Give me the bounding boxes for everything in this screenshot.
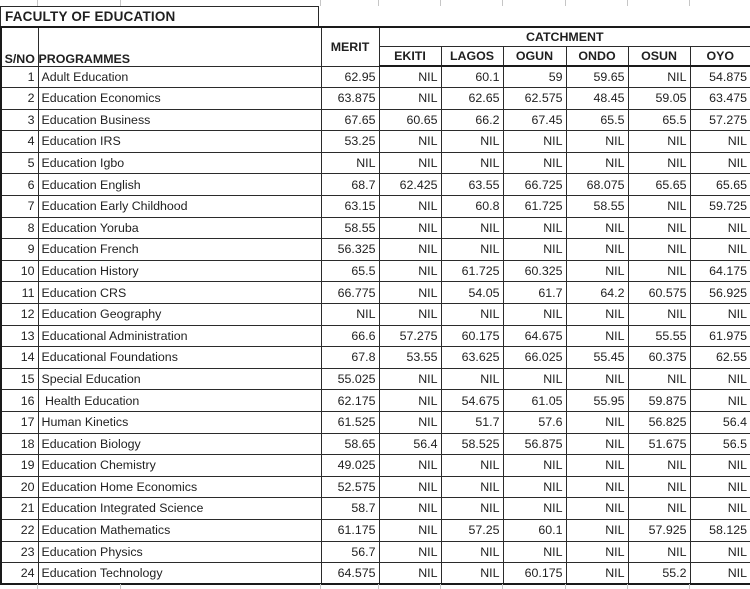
catchment-cell-ogun: 57.6 [503, 412, 566, 434]
programme-cell: Education English [38, 174, 321, 196]
merit-cell: 52.575 [321, 476, 379, 498]
catchment-cell-osun: NIL [628, 304, 690, 326]
catchment-cell-oyo: 54.875 [690, 66, 750, 88]
gridline-tick [565, 0, 566, 6]
catchment-cell-ondo: NIL [566, 476, 628, 498]
catchment-cell-ondo: NIL [566, 433, 628, 455]
table-row [1, 304, 750, 326]
catchment-cell-osun: 56.825 [628, 412, 690, 434]
catchment-cell-ekiti: NIL [379, 368, 441, 390]
catchment-cell-oyo: NIL [690, 476, 750, 498]
catchment-cell-lagos: 63.55 [441, 174, 503, 196]
programme-cell: Education Chemistry [38, 455, 321, 477]
catchment-cell-lagos: 60.1 [441, 66, 503, 88]
table-row [1, 66, 750, 88]
gridline-tick [378, 584, 379, 589]
merit-cell: 49.025 [321, 455, 379, 477]
merit-cell: 53.25 [321, 131, 379, 153]
programme-cell: Education IRS [38, 131, 321, 153]
table-row [1, 88, 750, 110]
catchment-cell-ogun: 64.675 [503, 325, 566, 347]
catchment-cell-oyo: NIL [690, 304, 750, 326]
catchment-cell-ogun: 56.875 [503, 433, 566, 455]
table-row [1, 347, 750, 369]
merit-cell: 62.95 [321, 66, 379, 88]
programme-cell: Education Early Childhood [38, 196, 321, 218]
catchment-cell-lagos: NIL [441, 217, 503, 239]
catchment-cell-lagos: NIL [441, 152, 503, 174]
catchment-cell-osun: 60.375 [628, 347, 690, 369]
catchment-cell-ekiti: NIL [379, 217, 441, 239]
catchment-cell-lagos: 62.65 [441, 88, 503, 110]
catchment-cell-osun: NIL [628, 131, 690, 153]
catchment-cell-lagos: 54.05 [441, 282, 503, 304]
gridline-tick [627, 0, 628, 6]
catchment-cell-oyo: NIL [690, 239, 750, 261]
catchment-cell-oyo: 56.4 [690, 412, 750, 434]
catchment-cell-ondo: NIL [566, 325, 628, 347]
table-row [1, 519, 750, 541]
catchment-cell-ekiti: NIL [379, 131, 441, 153]
catchment-cell-lagos: NIL [441, 368, 503, 390]
catchment-cell-ekiti: 60.65 [379, 109, 441, 131]
catchment-cell-lagos: 61.725 [441, 260, 503, 282]
column-header-merit: MERIT [321, 27, 379, 66]
merit-cell: 58.7 [321, 498, 379, 520]
table-row [1, 563, 750, 585]
catchment-cell-ogun: 61.05 [503, 390, 566, 412]
sno-cell: 2 [1, 88, 38, 110]
sno-cell: 7 [1, 196, 38, 218]
catchment-cell-osun: NIL [628, 476, 690, 498]
table-row [1, 476, 750, 498]
catchment-cell-osun: 55.2 [628, 563, 690, 585]
catchment-cell-ekiti: NIL [379, 519, 441, 541]
catchment-cell-osun: NIL [628, 196, 690, 218]
catchment-cell-ondo: NIL [566, 541, 628, 563]
programme-cell: Education History [38, 260, 321, 282]
catchment-cell-lagos: 57.25 [441, 519, 503, 541]
programme-cell: Education Igbo [38, 152, 321, 174]
table-row [1, 541, 750, 563]
table-row [1, 433, 750, 455]
catchment-cell-ekiti: NIL [379, 455, 441, 477]
catchment-cell-ogun: NIL [503, 476, 566, 498]
catchment-cell-ekiti: NIL [379, 239, 441, 261]
catchment-cell-ondo: NIL [566, 412, 628, 434]
catchment-cell-ogun: 61.725 [503, 196, 566, 218]
gridline-tick [502, 584, 503, 589]
gridline-tick [37, 584, 38, 589]
catchment-cell-oyo: 62.55 [690, 347, 750, 369]
catchment-cell-oyo: NIL [690, 217, 750, 239]
merit-cell: 61.175 [321, 519, 379, 541]
sno-cell: 23 [1, 541, 38, 563]
catchment-cell-ekiti: NIL [379, 196, 441, 218]
catchment-cell-ekiti: 57.275 [379, 325, 441, 347]
catchment-cell-ogun: 62.575 [503, 88, 566, 110]
catchment-cell-lagos: NIL [441, 541, 503, 563]
catchment-cell-ekiti: NIL [379, 66, 441, 88]
catchment-cell-oyo: NIL [690, 390, 750, 412]
catchment-cell-ogun: 60.175 [503, 563, 566, 585]
catchment-cell-osun: NIL [628, 368, 690, 390]
catchment-cell-ekiti: NIL [379, 88, 441, 110]
catchment-cell-ondo: NIL [566, 498, 628, 520]
catchment-cell-ondo: 64.2 [566, 282, 628, 304]
table-row [1, 368, 750, 390]
merit-cell: 63.15 [321, 196, 379, 218]
table-row [1, 390, 750, 412]
catchment-cell-lagos: 60.175 [441, 325, 503, 347]
catchment-cell-ogun: NIL [503, 541, 566, 563]
gridline-tick [689, 584, 690, 589]
cutoff-marks-table [0, 26, 750, 585]
merit-cell: 66.6 [321, 325, 379, 347]
catchment-cell-oyo: NIL [690, 563, 750, 585]
table-row [1, 174, 750, 196]
sno-cell: 14 [1, 347, 38, 369]
column-header-state: OYO [690, 46, 750, 66]
catchment-cell-oyo: 65.65 [690, 174, 750, 196]
catchment-cell-oyo: NIL [690, 455, 750, 477]
merit-cell: 63.875 [321, 88, 379, 110]
catchment-cell-ekiti: NIL [379, 152, 441, 174]
catchment-cell-oyo: 61.975 [690, 325, 750, 347]
catchment-cell-osun: NIL [628, 239, 690, 261]
sno-cell: 15 [1, 368, 38, 390]
catchment-cell-ondo: 68.075 [566, 174, 628, 196]
catchment-cell-ekiti: NIL [379, 563, 441, 585]
sno-cell: 16 [1, 390, 38, 412]
column-header-catchment: CATCHMENT [379, 27, 750, 46]
gridline-tick [502, 0, 503, 6]
catchment-cell-lagos: NIL [441, 131, 503, 153]
gridline-tick [565, 584, 566, 589]
merit-cell: 55.025 [321, 368, 379, 390]
catchment-cell-lagos: NIL [441, 304, 503, 326]
table-row [1, 498, 750, 520]
header-row-catchment [1, 27, 750, 46]
catchment-cell-ondo: NIL [566, 131, 628, 153]
gridline-tick [120, 584, 121, 589]
catchment-cell-osun: NIL [628, 541, 690, 563]
catchment-cell-oyo: NIL [690, 498, 750, 520]
gridline-tick [320, 0, 321, 6]
column-header-state: OSUN [628, 46, 690, 66]
programme-cell: Special Education [38, 368, 321, 390]
sno-cell: 20 [1, 476, 38, 498]
merit-cell: 64.575 [321, 563, 379, 585]
catchment-cell-ekiti: NIL [379, 541, 441, 563]
merit-cell: 67.65 [321, 109, 379, 131]
catchment-cell-lagos: NIL [441, 498, 503, 520]
catchment-cell-lagos: 51.7 [441, 412, 503, 434]
catchment-cell-lagos: NIL [441, 239, 503, 261]
catchment-cell-ogun: 60.1 [503, 519, 566, 541]
table-row [1, 131, 750, 153]
column-header-state: ONDO [566, 46, 628, 66]
merit-cell: 61.525 [321, 412, 379, 434]
gridline-tick [440, 584, 441, 589]
programme-cell: Human Kinetics [38, 412, 321, 434]
catchment-cell-ondo: 55.45 [566, 347, 628, 369]
catchment-cell-osun: NIL [628, 152, 690, 174]
catchment-cell-ekiti: NIL [379, 390, 441, 412]
catchment-cell-ekiti: NIL [379, 282, 441, 304]
catchment-cell-oyo: 59.725 [690, 196, 750, 218]
merit-cell: NIL [321, 152, 379, 174]
sno-cell: 21 [1, 498, 38, 520]
catchment-cell-osun: NIL [628, 455, 690, 477]
gridline-tick [689, 0, 690, 6]
programme-cell: Educational Administration [38, 325, 321, 347]
programme-cell: Education Biology [38, 433, 321, 455]
catchment-cell-ondo: NIL [566, 519, 628, 541]
catchment-cell-oyo: NIL [690, 131, 750, 153]
catchment-cell-ekiti: NIL [379, 260, 441, 282]
sno-cell: 13 [1, 325, 38, 347]
sno-cell: 4 [1, 131, 38, 153]
catchment-cell-ondo: NIL [566, 304, 628, 326]
table-row [1, 109, 750, 131]
catchment-cell-ogun: NIL [503, 498, 566, 520]
merit-cell: 62.175 [321, 390, 379, 412]
catchment-cell-ekiti: NIL [379, 304, 441, 326]
table-row [1, 196, 750, 218]
programme-cell: Education French [38, 239, 321, 261]
merit-cell: NIL [321, 304, 379, 326]
catchment-cell-lagos: NIL [441, 455, 503, 477]
catchment-cell-ogun: NIL [503, 455, 566, 477]
catchment-cell-osun: 59.05 [628, 88, 690, 110]
faculty-title-box [0, 6, 319, 26]
catchment-cell-ogun: NIL [503, 152, 566, 174]
catchment-cell-osun: 57.925 [628, 519, 690, 541]
gridline-tick [320, 584, 321, 589]
sno-cell: 6 [1, 174, 38, 196]
catchment-cell-ondo: 58.55 [566, 196, 628, 218]
catchment-cell-ondo: NIL [566, 260, 628, 282]
catchment-cell-ekiti: 53.55 [379, 347, 441, 369]
merit-cell: 58.65 [321, 433, 379, 455]
catchment-cell-ekiti: 62.425 [379, 174, 441, 196]
catchment-cell-ogun: 66.725 [503, 174, 566, 196]
catchment-cell-ogun: 66.025 [503, 347, 566, 369]
catchment-cell-ogun: NIL [503, 239, 566, 261]
catchment-cell-ondo: NIL [566, 368, 628, 390]
catchment-cell-oyo: 57.275 [690, 109, 750, 131]
catchment-cell-osun: NIL [628, 260, 690, 282]
catchment-cell-lagos: 66.2 [441, 109, 503, 131]
column-header-programmes: PROGRAMMES [38, 27, 321, 66]
catchment-cell-osun: 51.675 [628, 433, 690, 455]
column-header-state: OGUN [503, 46, 566, 66]
catchment-cell-oyo: 58.125 [690, 519, 750, 541]
table-row [1, 239, 750, 261]
merit-cell: 56.325 [321, 239, 379, 261]
catchment-cell-oyo: NIL [690, 541, 750, 563]
programme-cell: Educational Foundations [38, 347, 321, 369]
table-row [1, 455, 750, 477]
sno-cell: 8 [1, 217, 38, 239]
programme-cell: Education Integrated Science [38, 498, 321, 520]
catchment-cell-ogun: NIL [503, 131, 566, 153]
programme-cell: Health Education [38, 390, 321, 412]
programme-cell: Education Technology [38, 563, 321, 585]
catchment-cell-ondo: NIL [566, 152, 628, 174]
sno-cell: 18 [1, 433, 38, 455]
table-row [1, 217, 750, 239]
catchment-cell-osun: NIL [628, 66, 690, 88]
catchment-cell-ondo: NIL [566, 455, 628, 477]
column-header-state: LAGOS [441, 46, 503, 66]
catchment-cell-ondo: 65.5 [566, 109, 628, 131]
catchment-cell-ogun: 61.7 [503, 282, 566, 304]
table-row [1, 412, 750, 434]
catchment-cell-lagos: 58.525 [441, 433, 503, 455]
merit-cell: 66.775 [321, 282, 379, 304]
catchment-cell-ogun: NIL [503, 217, 566, 239]
sno-cell: 22 [1, 519, 38, 541]
sno-cell: 11 [1, 282, 38, 304]
catchment-cell-ogun: 67.45 [503, 109, 566, 131]
column-header-state: EKITI [379, 46, 441, 66]
catchment-cell-ekiti: NIL [379, 476, 441, 498]
catchment-cell-ondo: 55.95 [566, 390, 628, 412]
catchment-cell-lagos: 54.675 [441, 390, 503, 412]
catchment-cell-ekiti: NIL [379, 412, 441, 434]
catchment-cell-ekiti: 56.4 [379, 433, 441, 455]
catchment-cell-ogun: NIL [503, 304, 566, 326]
sno-cell: 24 [1, 563, 38, 585]
merit-cell: 65.5 [321, 260, 379, 282]
merit-cell: 68.7 [321, 174, 379, 196]
catchment-cell-ondo: NIL [566, 563, 628, 585]
catchment-cell-osun: NIL [628, 217, 690, 239]
catchment-cell-osun: 65.5 [628, 109, 690, 131]
programme-cell: Education Economics [38, 88, 321, 110]
catchment-cell-osun: NIL [628, 498, 690, 520]
catchment-cell-ogun: NIL [503, 368, 566, 390]
catchment-cell-ondo: NIL [566, 239, 628, 261]
catchment-cell-oyo: NIL [690, 368, 750, 390]
sno-cell: 12 [1, 304, 38, 326]
catchment-cell-lagos: 63.625 [441, 347, 503, 369]
catchment-cell-lagos: NIL [441, 563, 503, 585]
catchment-cell-ondo: 59.65 [566, 66, 628, 88]
sno-cell: 10 [1, 260, 38, 282]
page-title: FACULTY OF EDUCATION [5, 9, 176, 24]
catchment-cell-oyo: 56.925 [690, 282, 750, 304]
catchment-cell-ogun: 59 [503, 66, 566, 88]
catchment-cell-oyo: 64.175 [690, 260, 750, 282]
gridline-tick [378, 0, 379, 6]
programme-cell: Adult Education [38, 66, 321, 88]
table-row [1, 152, 750, 174]
programme-cell: Education Home Economics [38, 476, 321, 498]
table-row [1, 260, 750, 282]
catchment-cell-lagos: 60.8 [441, 196, 503, 218]
gridline-tick [627, 584, 628, 589]
programme-cell: Education Geography [38, 304, 321, 326]
catchment-cell-oyo: 56.5 [690, 433, 750, 455]
sno-cell: 3 [1, 109, 38, 131]
programme-cell: Education Business [38, 109, 321, 131]
catchment-cell-ondo: 48.45 [566, 88, 628, 110]
catchment-cell-osun: 59.875 [628, 390, 690, 412]
merit-cell: 56.7 [321, 541, 379, 563]
merit-cell: 67.8 [321, 347, 379, 369]
programme-cell: Education CRS [38, 282, 321, 304]
sno-cell: 19 [1, 455, 38, 477]
merit-cell: 58.55 [321, 217, 379, 239]
programme-cell: Education Yoruba [38, 217, 321, 239]
table-row [1, 325, 750, 347]
sno-cell: 9 [1, 239, 38, 261]
sno-cell: 1 [1, 66, 38, 88]
catchment-cell-osun: 60.575 [628, 282, 690, 304]
catchment-cell-osun: 55.55 [628, 325, 690, 347]
catchment-cell-oyo: 63.475 [690, 88, 750, 110]
programme-cell: Education Mathematics [38, 519, 321, 541]
catchment-cell-ondo: NIL [566, 217, 628, 239]
sno-cell: 5 [1, 152, 38, 174]
catchment-cell-osun: 65.65 [628, 174, 690, 196]
catchment-cell-ekiti: NIL [379, 498, 441, 520]
table-row [1, 282, 750, 304]
catchment-cell-lagos: NIL [441, 476, 503, 498]
catchment-cell-oyo: NIL [690, 152, 750, 174]
column-header-sno: S/NO [1, 27, 38, 66]
sno-cell: 17 [1, 412, 38, 434]
catchment-cell-ogun: 60.325 [503, 260, 566, 282]
programme-cell: Education Physics [38, 541, 321, 563]
gridline-tick [440, 0, 441, 6]
